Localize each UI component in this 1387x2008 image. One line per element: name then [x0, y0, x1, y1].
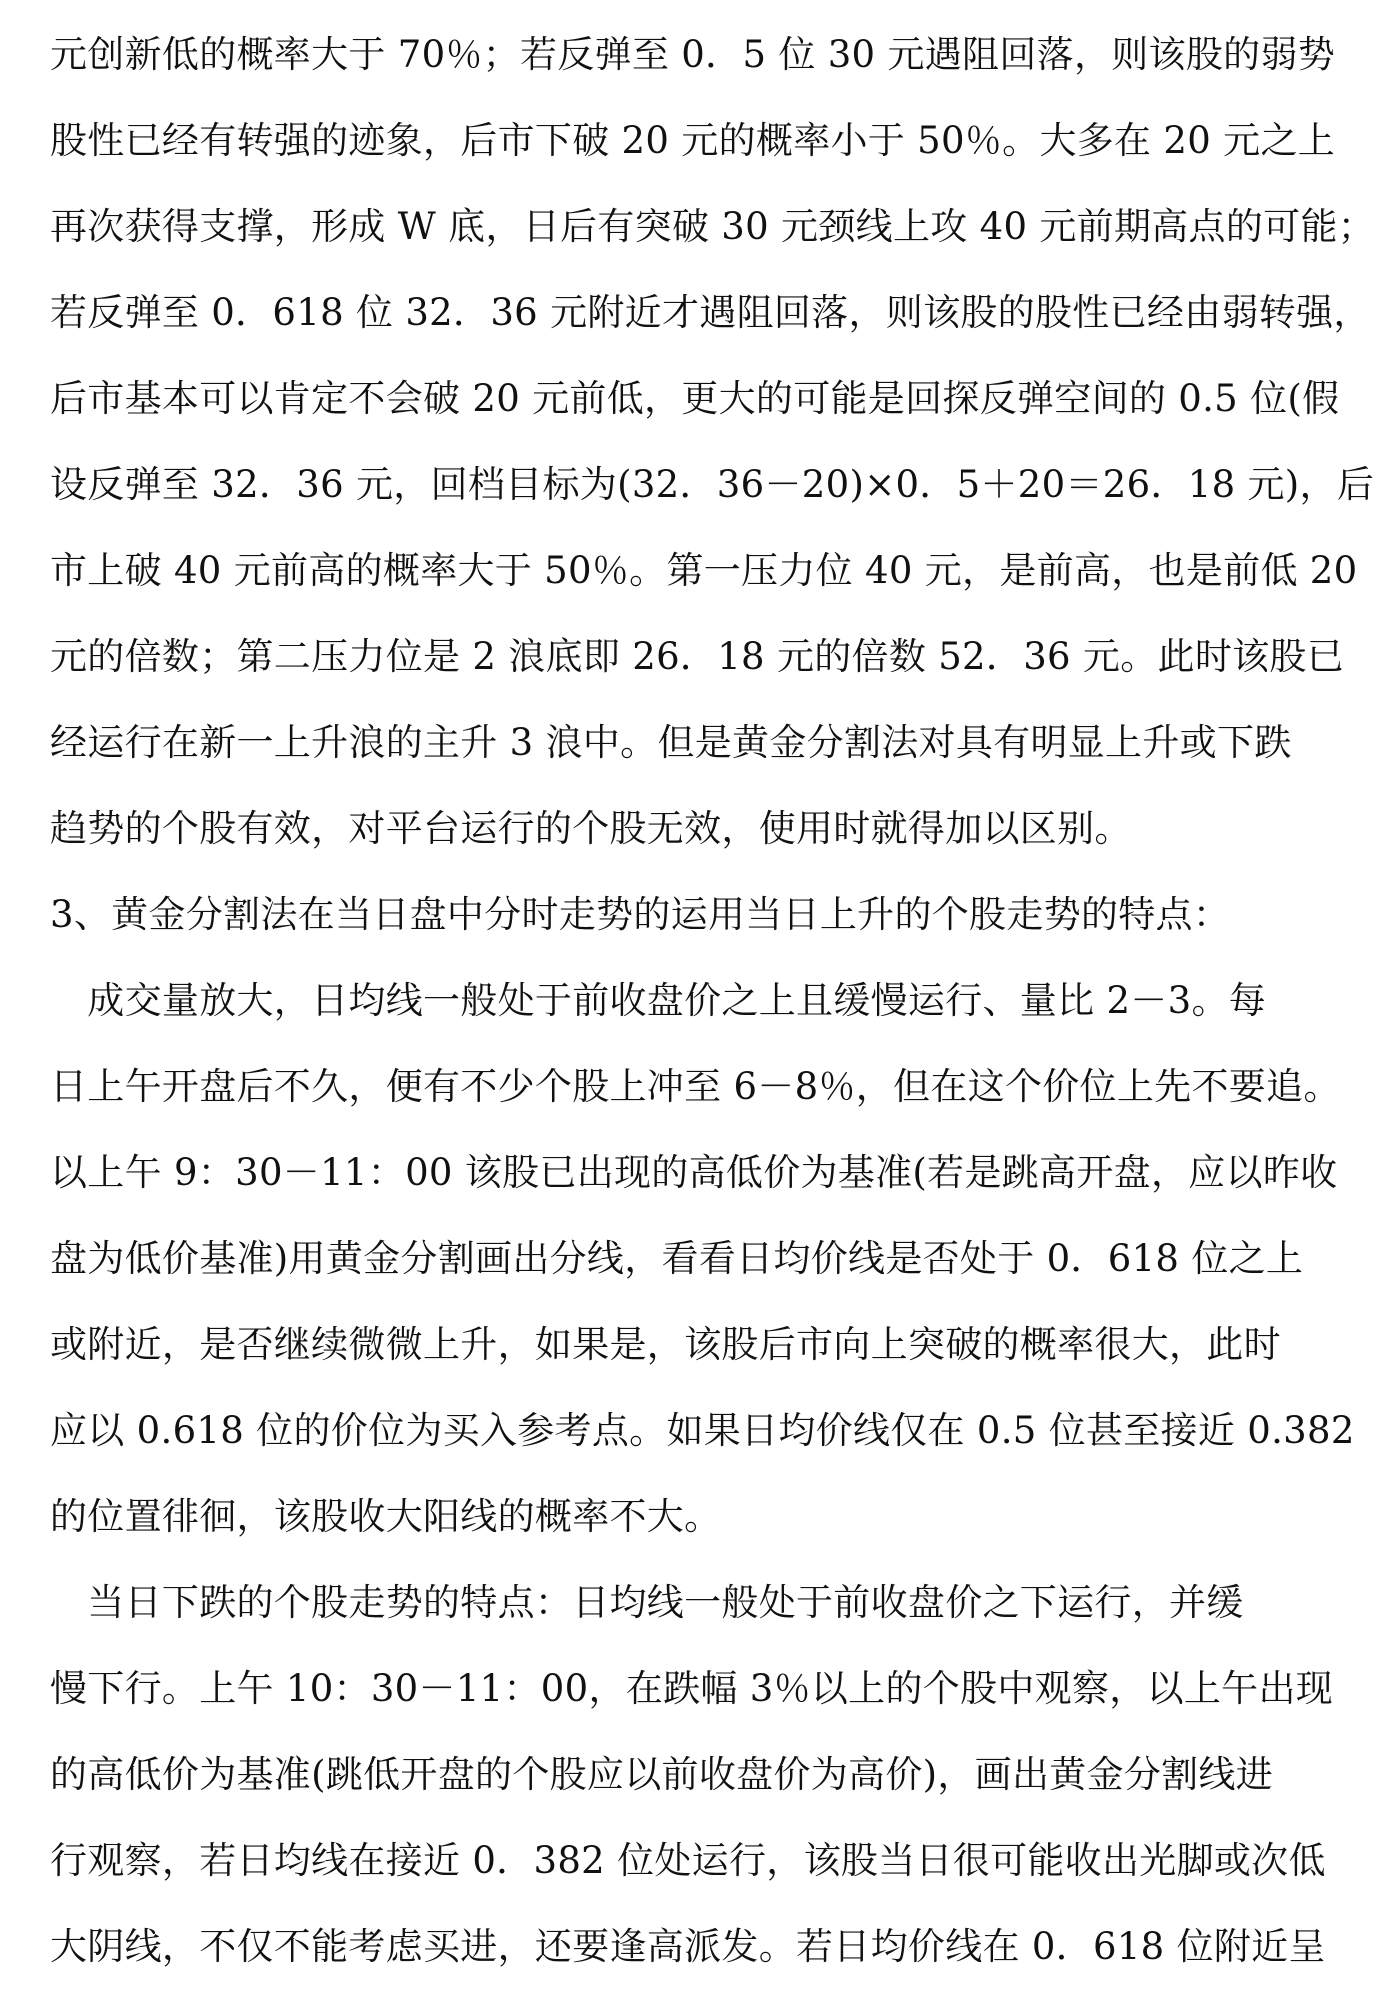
text-line: 再次获得支撑，形成 W 底，日后有突破 30 元颈线上攻 40 元前期高点的可能； [50, 205, 1376, 248]
text-line: 股性已经有转强的迹象，后市下破 20 元的概率小于 50％。大多在 20 元之上 [50, 119, 1336, 162]
text-line: 元的倍数；第二压力位是 2 浪底即 26．18 元的倍数 52．36 元。此时该股已 [50, 635, 1345, 678]
text-line: 设反弹至 32．36 元，回档目标为(32．36－20)×0．5＋20＝26．18 元)，后 [50, 463, 1375, 506]
text-line: 的位置徘徊，该股收大阳线的概率不大。 [50, 1495, 722, 1538]
body-text [50, 0, 1376, 1990]
text-line: 慢下行。上午 10：30－11：00，在跌幅 3％以上的个股中观察，以上午出现 [50, 1667, 1334, 1710]
text-line: 后市基本可以肯定不会破 20 元前低，更大的可能是回探反弹空间的 0.5 位(假 [50, 377, 1340, 420]
text-line: 元创新低的概率大于 70％；若反弹至 0．5 位 30 元遇阻回落，则该股的弱势 [50, 33, 1336, 76]
text-line: 市上破 40 元前高的概率大于 50％。第一压力位 40 元，是前高，也是前低 20 [50, 549, 1358, 592]
text-line: 大阴线，不仅不能考虑买进，还要逢高派发。若日均价线在 0．618 位附近呈 [50, 1925, 1326, 1968]
text-line: 以上午 9：30－11：00 该股已出现的高低价为基准(若是跳高开盘，应以昨收 [50, 1151, 1338, 1194]
text-line: 行观察，若日均线在接近 0．382 位处运行，该股当日很可能收出光脚或次低 [50, 1839, 1326, 1882]
text-line: 经运行在新一上升浪的主升 3 浪中。但是黄金分割法对具有明显上升或下跌 [50, 721, 1292, 764]
text-line: 的高低价为基准(跳低开盘的个股应以前收盘价为高价)，画出黄金分割线进 [50, 1753, 1274, 1796]
text-line: 盘为低价基准)用黄金分割画出分线，看看日均价线是否处于 0．618 位之上 [50, 1237, 1304, 1280]
text-line: 应以 0.618 位的价位为买入参考点。如果日均价线仅在 0.5 位甚至接近 0.382 [50, 1409, 1355, 1452]
text-line: 日上午开盘后不久，便有不少个股上冲至 6－8％，但在这个价位上先不要追。 [50, 1065, 1341, 1108]
text-line: 若反弹至 0．618 位 32．36 元附近才遇阻回落，则该股的股性已经由弱转强， [50, 291, 1371, 334]
text-line: 趋势的个股有效，对平台运行的个股无效，使用时就得加以区别。 [50, 807, 1132, 850]
text-line: 或附近，是否继续微微上升，如果是，该股后市向上突破的概率很大，此时 [50, 1323, 1281, 1366]
text-line: 当日下跌的个股走势的特点：日均线一般处于前收盘价之下运行，并缓 [50, 1581, 1244, 1624]
text-line: 成交量放大，日均线一般处于前收盘价之上且缓慢运行、量比 2－3。每 [50, 979, 1267, 1022]
section-heading: 3、黄金分割法在当日盘中分时走势的运用当日上升的个股走势的特点： [50, 893, 1231, 936]
